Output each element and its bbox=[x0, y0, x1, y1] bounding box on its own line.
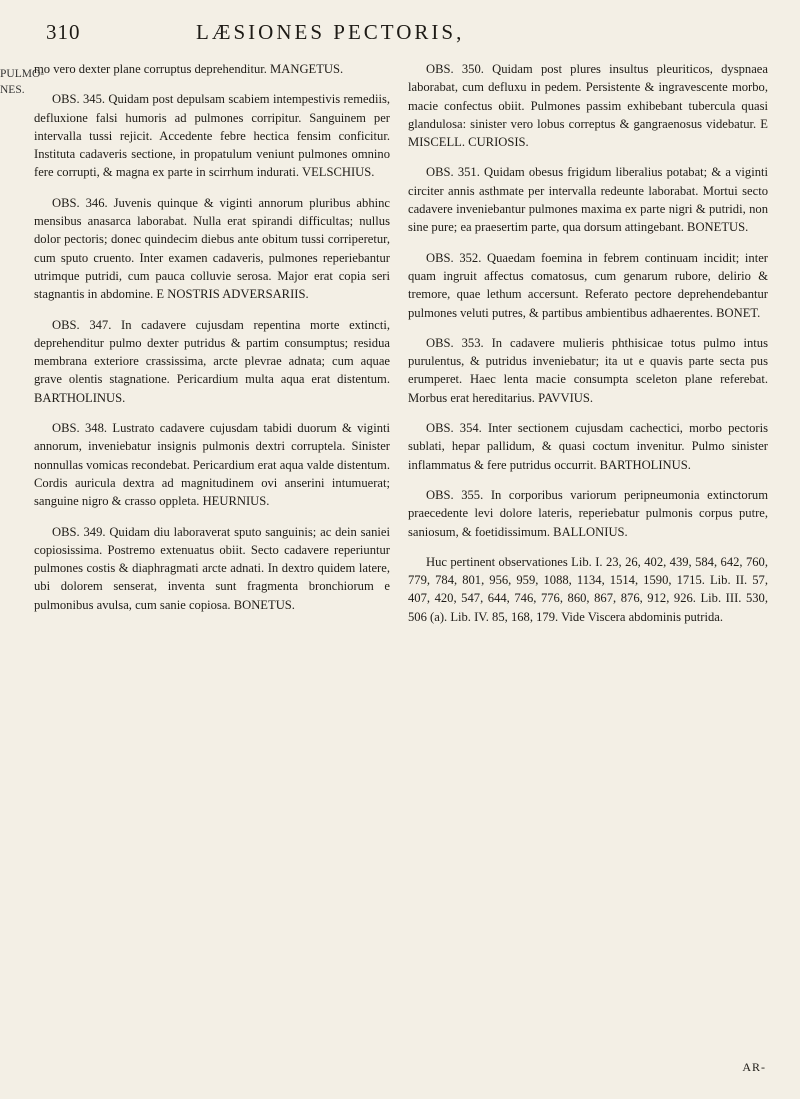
observation-paragraph: OBS. 352. Quaedam foemina in febrem continuam incidit; inter quam ingruit affectus comatosus, cum genarum rubore, delirio & tremore, quae lethum accersunt. Referato pectore deprehendebantur pulmones veluti putres, & partibus ambientibus adhaerentes. BONET. bbox=[408, 250, 768, 320]
observation-paragraph: OBS. 350. Quidam post plures insultus pleuriticos, dyspnaea laborabat, cum defluxu in pedem. Persistente & ingravescente morbo, macie confectus obiit. Pulmones passim exhibebant tubercula quasi glandulosa: sinister vero lobus correptus & gangraenosus videbatur. E MISCELL. CURIOSIS. bbox=[408, 62, 768, 150]
observation-paragraph: mo vero dexter plane corruptus deprehenditur. MANGETUS. bbox=[34, 62, 344, 76]
observation-paragraph: OBS. 346. Juvenis quinque & viginti annorum pluribus abhinc mensibus anasarca laborabat. Nulla erat spirandi difficultas; nullus dolor pectoris; donec quindecim diebus ante obitum tussi corriperetur, cum sputo cruento. Inter examen cadaveris, pulmones reperiebantur utrimque putridi, cum pauca colluvie serosa. Major erat copia seri stagnantis in abdomine. E NOSTRIS ADVERSARIIS. bbox=[34, 195, 390, 302]
observation-paragraph: OBS. 353. In cadavere mulieris phthisicae totus pulmo intus purulentus, & putridus inveniebatur; ita ut e quavis parte secta pus erumperet. Haec lenta macie consumpta sceleton plane referebat. Morbus erat hereditarius. PAVVIUS. bbox=[408, 335, 768, 405]
observation-paragraph: OBS. 355. In corporibus variorum peripneumonia extinctorum praecedente levi dolore lateris, reperiebatur pulmonis corpus putre, saniosum, & foetidissimum. BALLONIUS. bbox=[408, 487, 768, 539]
catchword: AR- bbox=[742, 1060, 766, 1074]
left-column bbox=[34, 60, 390, 626]
page-header bbox=[0, 18, 800, 52]
page-number: 310 bbox=[46, 20, 81, 44]
running-title: LÆSIONES PECTORIS, bbox=[196, 20, 465, 44]
observation-paragraph: OBS. 354. Inter sectionem cujusdam cachectici, morbo pectoris sublati, hepar pallidum, & quasi coctum invenitur. Pulmo sinister inflammatus & fere putridus occurrit. BARTHOLINUS. bbox=[408, 421, 768, 472]
observation-paragraph: OBS. 348. Lustrato cadavere cujusdam tabidi duorum & viginti annorum, inveniebatur insignis pulmonis dextri corruptela. Sinister nonnullas vomicas recondebat. Pericardium erat aqua valde distentum. Cordis auricula dextra ad magnitudinem ovi anserini intumuerat; sanguine nigro & crasso oppleta. HEURNIUS. bbox=[34, 421, 390, 509]
right-column bbox=[408, 60, 768, 638]
observation-paragraph: OBS. 351. Quidam obesus frigidum liberalius potabat; & a viginti circiter annis asthmate per intervalla redeunte laborabat. Mortui secto cadavere inveniebantur pulmones maxima ex parte nigri & putridi, non sine pure; ea praesertim parte, qua dorsum attingebant. BONETUS. bbox=[408, 165, 768, 235]
margin-note: PULMO-NES. bbox=[0, 68, 45, 96]
observation-paragraph: OBS. 345. Quidam post depulsam scabiem intempestivis remediis, defluxione falsi humoris ad pulmones corripitur. Sanguinem per intervalla tussi rejicit. Accedente febre hectica fensim conficitur. Instituta cadaveris sectione, in propatulum veniunt pulmones omnino fere corrupti, & magna ex parte in scirrhum indurati. VELSCHIUS. bbox=[34, 92, 390, 180]
observation-paragraph: Huc pertinent observationes Lib. I. 23, 26, 402, 439, 584, 642, 760, 779, 784, 801, 956, 959, 1088, 1134, 1514, 1590, 1715. Lib. II. 57, 407, 420, 547, 644, 746, 776, 860, 867, 876, 912, 926. Lib. III. 530, 506 (a). Lib. IV. 85, 168, 179. Vide Viscera abdominis putrida. bbox=[408, 554, 768, 624]
observation-paragraph: OBS. 349. Quidam diu laboraverat sputo sanguinis; ac dein saniei copiosissima. Postremo extenuatus obiit. Secto cadavere reperiuntur pulmones costis & diaphragmati arcte adnati. In dextro quidem latere, ubi dolorem senserat, inventa sunt fragmenta bronchiorum e pulmonibus avulsa, cum sanie copiosa. BONETUS. bbox=[34, 524, 390, 612]
observation-paragraph: OBS. 347. In cadavere cujusdam repentina morte extincti, deprehenditur pulmo dexter putridus & partim consumptus; residua membrana exteriore crassissima, arcte plevrae adnata; cum aquae grave olentis stagnatione. Pericardium multa aqua erat distentum. BARTHOLINUS. bbox=[34, 317, 390, 405]
